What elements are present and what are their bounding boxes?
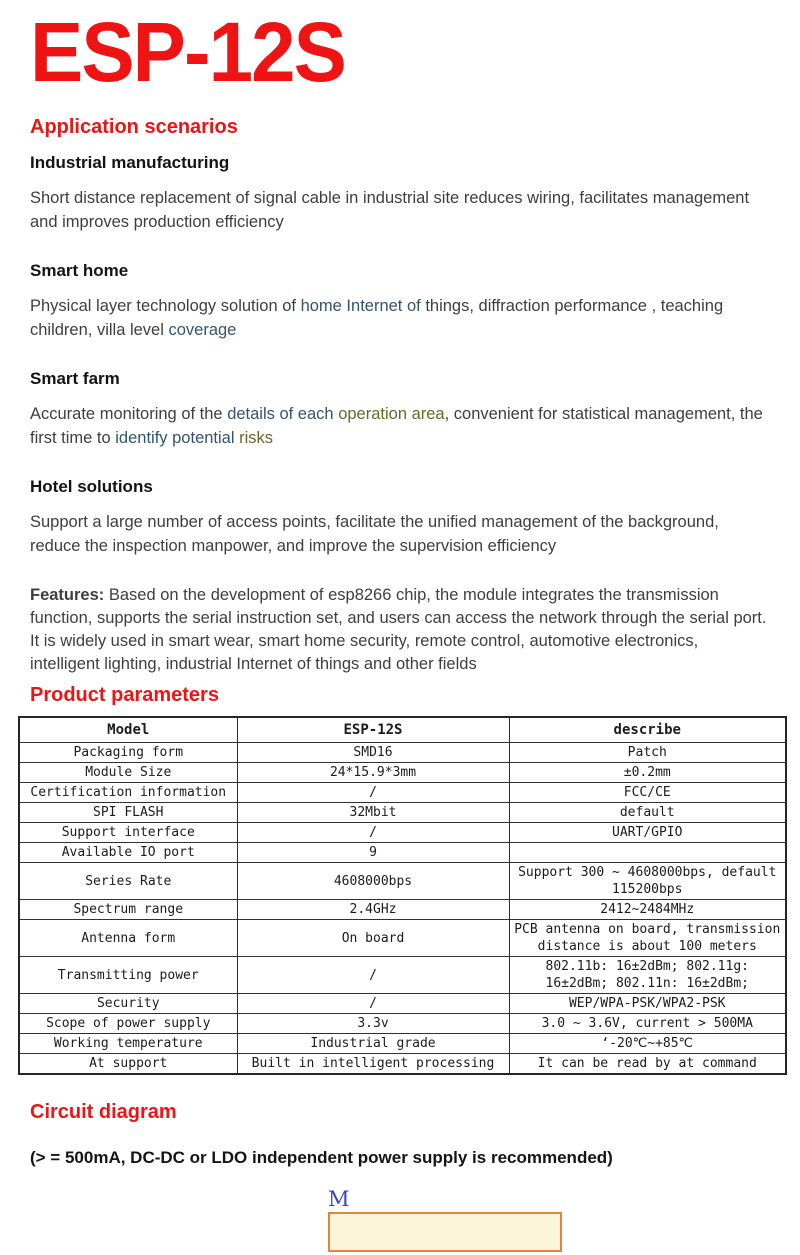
text-segment: Accurate monitoring of the: [30, 405, 228, 423]
features-paragraph: [30, 584, 770, 676]
table-cell: It can be read by at command: [509, 1054, 786, 1075]
table-cell: Support 300 ~ 4608000bps, default 115200bps: [509, 863, 786, 900]
scenario-heading-industrial-manufacturing: Industrial manufacturing: [30, 153, 230, 172]
table-cell: PCB antenna on board, transmission distance is about 100 meters: [509, 920, 786, 957]
table-row: [19, 1054, 786, 1075]
page-title: ESP-12S: [30, 5, 345, 99]
table-cell: default: [509, 803, 786, 823]
scenario-heading-smart-farm: Smart farm: [30, 369, 120, 388]
table-cell: ‘-20℃~+85℃: [509, 1034, 786, 1054]
text-segment: Support a large number of access points, facilitate the unified management of the background, reduce the inspection manpower, and improve the supervision efficiency: [30, 513, 719, 555]
section-heading-circuit-diagram: Circuit diagram: [30, 1101, 177, 1123]
table-row: [19, 1034, 786, 1054]
table-cell: 3.3v: [237, 1014, 509, 1034]
text-segment: things, diffraction performance , teaching children, villa level: [30, 297, 724, 339]
table-cell: Spectrum range: [19, 900, 237, 920]
text-segment: risks: [239, 429, 274, 447]
table-row: [19, 763, 786, 783]
table-cell: Built in intelligent processing: [237, 1054, 509, 1075]
text-segment: , convenient for statistical management, the first time to: [30, 405, 763, 447]
table-cell: Module Size: [19, 763, 237, 783]
diagram-component-box: [328, 1212, 562, 1252]
section-heading-product-parameters: Product parameters: [30, 684, 219, 706]
table-cell: 2412~2484MHz: [509, 900, 786, 920]
table-cell: /: [237, 957, 509, 994]
table-cell: 3.0 ~ 3.6V, current > 500MA: [509, 1014, 786, 1034]
parameters-table-body: [19, 743, 786, 1075]
table-cell: 4608000bps: [237, 863, 509, 900]
table-header-describe: describe: [509, 717, 786, 743]
table-cell: [509, 843, 786, 863]
text-segment: Features:: [30, 586, 105, 604]
text-segment: Short distance replacement of signal cable in industrial site reduces wiring, facilitates management and improves production efficiency: [30, 189, 750, 231]
table-cell: Patch: [509, 743, 786, 763]
table-cell: Series Rate: [19, 863, 237, 900]
table-row: [19, 863, 786, 900]
table-row: [19, 920, 786, 957]
scenario-paragraph-hotel-solutions: [30, 510, 770, 558]
table-row: [19, 843, 786, 863]
text-segment: details of each: [227, 405, 334, 423]
table-row: [19, 823, 786, 843]
table-cell: /: [237, 783, 509, 803]
table-row: [19, 957, 786, 994]
table-row: [19, 743, 786, 763]
scenario-paragraph-smart-home: [30, 294, 770, 342]
table-cell: Transmitting power: [19, 957, 237, 994]
table-header-esp12s: ESP-12S: [237, 717, 509, 743]
scenario-heading-smart-home: Smart home: [30, 261, 129, 280]
table-cell: SPI FLASH: [19, 803, 237, 823]
table-cell: Support interface: [19, 823, 237, 843]
text-segment: coverage: [168, 321, 237, 339]
table-cell: ±0.2mm: [509, 763, 786, 783]
table-cell: Industrial grade: [237, 1034, 509, 1054]
table-cell: UART/GPIO: [509, 823, 786, 843]
text-segment: Physical layer technology solution of: [30, 297, 301, 315]
table-cell: 24*15.9*3mm: [237, 763, 509, 783]
scenario-paragraph-smart-farm: [30, 402, 770, 450]
text-segment: identify potential: [115, 429, 235, 447]
text-segment: operation area: [338, 405, 445, 423]
text-segment: Based on the development of esp8266 chip, the module integrates the transmission function, supports the serial instruction set, and users can access the network through the serial port. It is widely used in smart wear, smart home security, remote control, automotive electronics, intelligent lighting, industrial Internet of things and other fields: [30, 586, 767, 673]
circuit-diagram-area: [30, 1187, 770, 1252]
table-row: [19, 994, 786, 1014]
table-cell: /: [237, 994, 509, 1014]
power-supply-note: (> = 500mA, DC-DC or LDO independent power supply is recommended): [30, 1148, 613, 1167]
table-cell: Scope of power supply: [19, 1014, 237, 1034]
table-cell: 2.4GHz: [237, 900, 509, 920]
product-parameters-table: [18, 716, 787, 1075]
table-cell: On board: [237, 920, 509, 957]
table-cell: 32Mbit: [237, 803, 509, 823]
table-cell: Security: [19, 994, 237, 1014]
table-row: [19, 900, 786, 920]
table-cell: Certification information: [19, 783, 237, 803]
table-cell: Packaging form: [19, 743, 237, 763]
table-cell: SMD16: [237, 743, 509, 763]
scenario-paragraph-industrial-manufacturing: [30, 186, 770, 234]
table-row: [19, 803, 786, 823]
table-row: [19, 1014, 786, 1034]
table-cell: Working temperature: [19, 1034, 237, 1054]
table-header-model: Model: [19, 717, 237, 743]
table-header-row: [19, 717, 786, 743]
scenario-heading-hotel-solutions: Hotel solutions: [30, 477, 153, 496]
table-cell: 9: [237, 843, 509, 863]
table-cell: WEP/WPA-PSK/WPA2-PSK: [509, 994, 786, 1014]
table-cell: At support: [19, 1054, 237, 1075]
table-cell: 802.11b: 16±2dBm; 802.11g: 16±2dBm; 802.11n: 16±2dBm;: [509, 957, 786, 994]
text-segment: home Internet of: [300, 297, 421, 315]
section-heading-application-scenarios: Application scenarios: [30, 116, 238, 138]
table-cell: Available IO port: [19, 843, 237, 863]
table-row: [19, 783, 786, 803]
table-cell: FCC/CE: [509, 783, 786, 803]
table-cell: /: [237, 823, 509, 843]
table-cell: Antenna form: [19, 920, 237, 957]
diagram-label-m: M: [328, 1187, 350, 1211]
